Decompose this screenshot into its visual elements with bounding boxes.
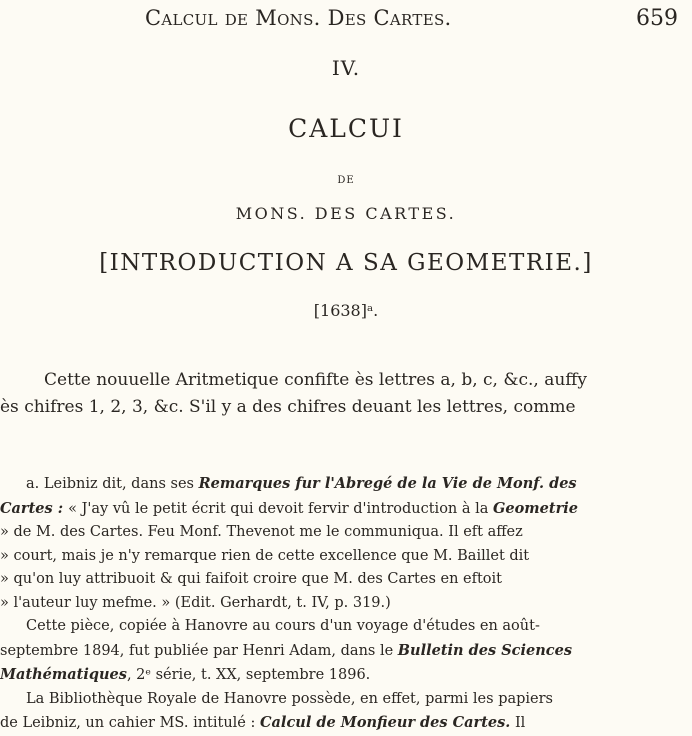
- note-text: septembre 1894, fut publiée par Henri Adam, dans le: [0, 642, 398, 659]
- note-italic: Calcul de Monfieur des Cartes.: [260, 714, 511, 731]
- footnote-line: Cette pièce, copiée à Hanovre au cours d'un voyage d'études en août-: [26, 618, 540, 634]
- note-text: « J'ay vû le petit écrit qui devoit fervir d'introduction à la: [68, 500, 494, 517]
- footnote-line: [0, 711, 692, 736]
- note-italic: Remarques fur l'Abregé de la Vie de Monf. des: [198, 475, 577, 492]
- section-number: IV.: [331, 56, 361, 80]
- footnote-line: [0, 639, 692, 664]
- intro-heading: [INTRODUCTION A SA GEOMETRIE.]: [99, 250, 593, 276]
- page-number: 659: [636, 6, 678, 31]
- footnote-line: » l'auteur luy mefme. » (Edit. Gerhardt, t. IV, p. 319.): [0, 594, 391, 611]
- note-text: , 2ᵉ série, t. XX, septembre 1896.: [126, 667, 371, 683]
- footnote-line: [0, 497, 692, 522]
- note-italic: Cartes :: [0, 499, 69, 517]
- note-italic: Geometrie: [493, 499, 578, 517]
- main-title: CALCUI: [288, 114, 404, 143]
- footnote-line: La Bibliothèque Royale de Hanovre possède, en effet, parmi les papiers: [26, 690, 553, 707]
- footnote-line: » court, mais je n'y remarque rien de cette excellence que M. Baillet dit: [0, 547, 530, 564]
- footnote-line: [0, 663, 692, 688]
- title-de: DE: [337, 175, 355, 186]
- footnote-line: [0, 472, 692, 497]
- note-text: Il: [510, 715, 526, 731]
- subtitle: MONS. DES CARTES.: [235, 204, 457, 223]
- date-heading: [1638]ᵃ.: [313, 301, 379, 320]
- body-text: [0, 367, 692, 421]
- note-italic: Bulletin des Sciences: [397, 641, 573, 659]
- note-italic: Mathématiques: [0, 666, 127, 683]
- footnotes: [0, 472, 692, 736]
- note-text: a. Leibniz dit, dans ses: [26, 476, 199, 492]
- footnote-line: » qu'on luy attribuoit & qui faifoit croire que M. des Cartes en eftoit: [0, 571, 502, 587]
- note-text: de Leibniz, un cahier MS. intitulé :: [0, 715, 260, 731]
- running-header: [0, 4, 692, 38]
- running-title: Calcul de Mons. Des Cartes.: [145, 6, 452, 30]
- footnote-line: » de M. des Cartes. Feu Monf. Thevenot me le communiqua. Il eft affez: [0, 524, 523, 540]
- body-line: Cette nouuelle Aritmetique confifte ès lettres a, b, c, &c., auffy: [44, 370, 587, 390]
- body-line: ès chifres 1, 2, 3, &c. S'il y a des chifres deuant les lettres, comme: [0, 397, 576, 417]
